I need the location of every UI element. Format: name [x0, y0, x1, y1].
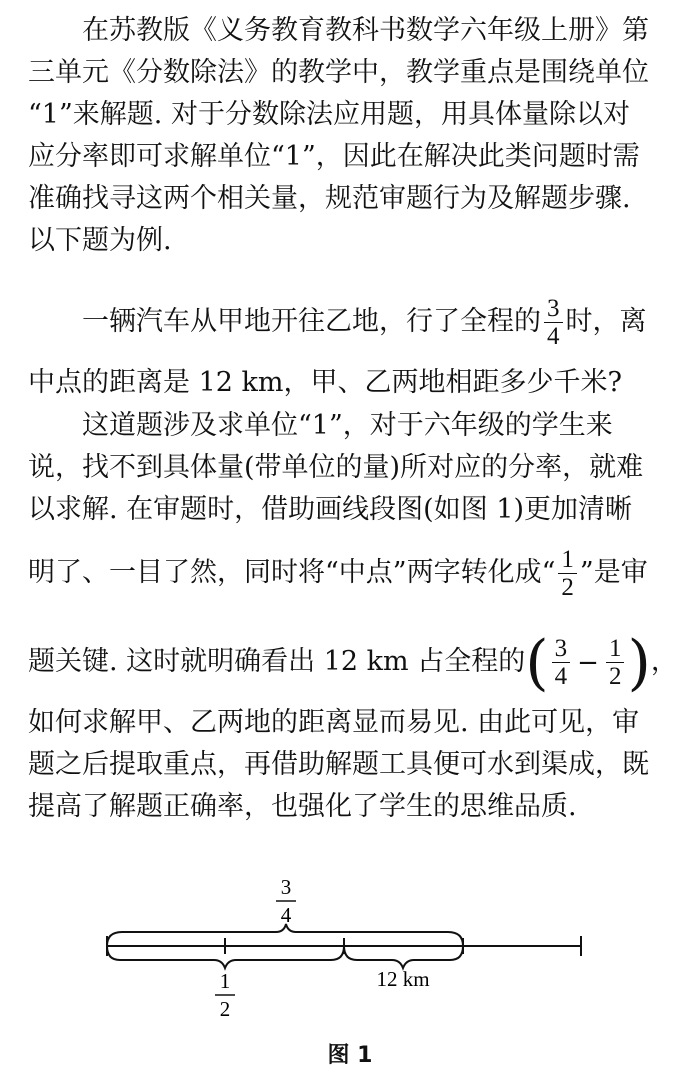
para2-line3: 以求解. 在审题时，借助画线段图(如图 1)更加清晰: [28, 494, 632, 525]
para2-line5-after: ，: [650, 646, 678, 677]
figure-caption: 图 1: [327, 1043, 373, 1068]
frac-numerator: 3: [547, 295, 560, 322]
para1-line3: “1”来解题. 对于分数除法应用题，用具体量除以对: [28, 99, 630, 130]
fraction-three-quarters: [552, 635, 571, 690]
para1-line4: 应分率即可求解单位“1”，因此在解决此类问题时需: [28, 141, 640, 172]
bottom-label-12km: 12 km: [376, 967, 430, 991]
problem-line1-after: 时，离: [565, 306, 647, 337]
para1-line2: 三单元《分数除法》的教学中，教学重点是围绕单位: [28, 57, 649, 88]
bottom-brace-12km: [344, 946, 463, 968]
problem-line2: 中点的距离是 12 km，甲、乙两地相距多少千米?: [28, 367, 622, 398]
line-segment-diagram: [0, 870, 700, 1030]
minus-sign: −: [577, 647, 599, 678]
frac-numerator: 1: [561, 546, 574, 573]
problem-line1: [82, 292, 668, 352]
problem-line1-before: 一辆汽车从甲地开往乙地，行了全程的: [82, 306, 541, 337]
para1-line6: 以下题为例.: [28, 225, 172, 256]
para2-line4-before: 明了、一目了然，同时将“中点”两字转化成“: [28, 557, 556, 588]
para2-line5-before: 题关键. 这时就明确看出 12 km 占全程的: [28, 646, 526, 677]
fraction-one-half: [558, 546, 577, 601]
top-brace: [107, 924, 463, 946]
right-paren: ): [627, 627, 651, 698]
para2-line2: 说，找不到具体量(带单位的量)所对应的分率，就难: [28, 452, 644, 483]
paren-expression: [525, 627, 651, 698]
fraction-one-half: [606, 635, 625, 690]
frac-denominator: 4: [544, 322, 563, 350]
fraction-three-quarters: [544, 295, 563, 350]
para2-line8: 提高了解题正确率，也强化了学生的思维品质.: [28, 791, 577, 822]
top-label-numerator: 3: [280, 875, 292, 899]
para2-line1: 这道题涉及求单位“1”，对于六年级的学生来: [82, 410, 613, 441]
frac-numerator: 3: [554, 635, 568, 662]
para1-line1: 在苏教版《义务教育教科书数学六年级上册》第: [82, 15, 649, 46]
frac-numerator: 1: [608, 635, 622, 662]
para2-line4-after: ”是审: [579, 557, 648, 588]
para2-line4: [28, 543, 668, 603]
para2-line5: [28, 627, 678, 698]
frac-denominator: 2: [558, 573, 577, 601]
left-paren: (: [525, 627, 549, 698]
para2-line7: 题之后提取重点，再借助解题工具便可水到渠成，既: [28, 749, 649, 780]
bottom-label-numerator: 1: [219, 969, 231, 993]
bottom-label-denominator: 2: [219, 997, 231, 1021]
frac-denominator: 4: [552, 662, 571, 690]
para1-line5: 准确找寻这两个相关量，规范审题行为及解题步骤.: [28, 183, 631, 214]
top-label-denominator: 4: [280, 903, 292, 927]
frac-denominator: 2: [606, 662, 625, 690]
para2-line6: 如何求解甲、乙两地的距离显而易见. 由此可见，审: [28, 707, 640, 738]
